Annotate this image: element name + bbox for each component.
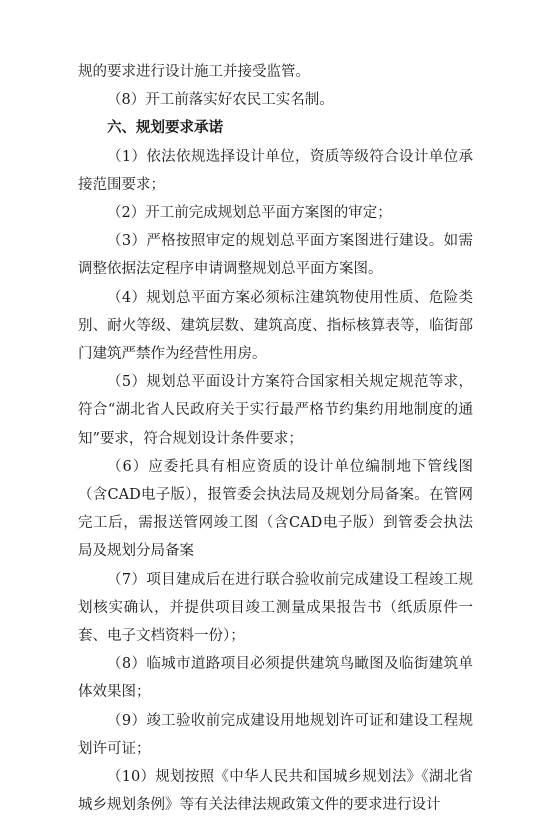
item-paragraph-4: （4）规划总平面方案必须标注建筑物使用性质、危险类别、耐火等级、建筑层数、建筑高度、指标核算表等，临街部门建筑严禁作为经营性用房。: [78, 289, 473, 363]
item-paragraph-5: （5）规划总平面设计方案符合国家相关规定规范等求，符合“湖北省人民政府关于实行最严格节约集约用地制度的通知”要求，符合规划设计条件要求；: [78, 374, 473, 447]
item-paragraph-2: （2）开工前完成规划总平面方案图的审定；: [107, 205, 392, 222]
document-body: [78, 58, 473, 819]
item-paragraph-3: （3）严格按照审定的规划总平面方案图进行建设。如需调整依据法定程序申请调整规划总平面方案图。: [78, 233, 473, 278]
item-paragraph-1: （1）依法依规选择设计单位，资质等级符合设计单位承接范围要求；: [78, 148, 473, 193]
section-heading: 六、规划要求承诺: [107, 119, 223, 137]
item-paragraph-9: （9）竣工验收前完成建设用地规划许可证和建设工程规划许可证；: [78, 712, 473, 757]
item-paragraph-7: （7）项目建成后在进行联合验收前完成建设工程竣工规划核实确认，并提供项目竣工测量成果报告书（纸质原件一套、电子文档资料一份）；: [78, 571, 473, 645]
item-paragraph-8a: （8）开工前落实好农民工实名制。: [107, 92, 334, 109]
item-paragraph-8b: （8）临城市道路项目必须提供建筑鸟瞰图及临街建筑单体效果图；: [78, 656, 473, 701]
item-paragraph-6: （6）应委托具有相应资质的设计单位编制地下管线图（含CAD电子版），报管委会执法局及规划分局备案。在管网完工后，需报送管网竣工图（含CAD电子版）到管委会执法局及规划分局备案: [78, 458, 473, 560]
continuation-paragraph: 规的要求进行设计施工并接受监管。: [78, 64, 310, 80]
item-paragraph-10: （10）规划按照《中华人民共和国城乡规划法》《湖北省城乡规划条例》等有关法律法规政策文件的要求进行设计: [78, 769, 473, 814]
